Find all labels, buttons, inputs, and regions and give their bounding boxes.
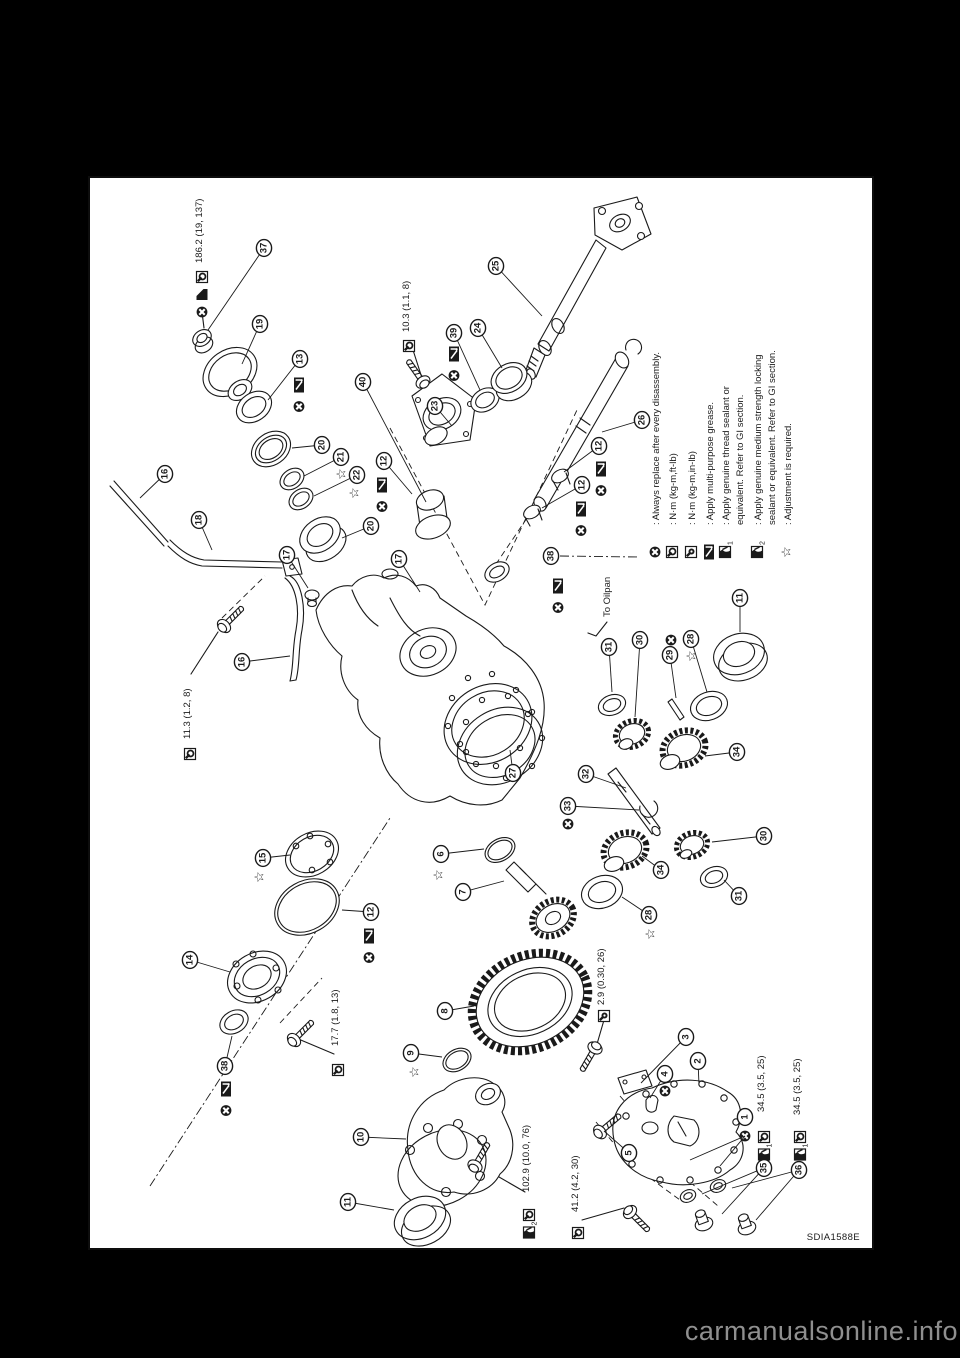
legend-text: : Apply genuine thread sealant or: [721, 386, 732, 525]
sealant-subscript: 1: [727, 541, 735, 545]
callout-20: [342, 518, 379, 538]
sealant-icon: [752, 547, 763, 558]
star-icon: [335, 468, 350, 480]
svg-text:☆: ☆: [407, 1066, 423, 1078]
legend-item: [783, 423, 794, 525]
callout-13: [268, 351, 308, 400]
spec-label: [182, 688, 193, 739]
legend-text: sealant or equivalent. Refer to GI section.: [767, 350, 778, 525]
callout-number: 40: [357, 376, 369, 388]
torque-ftlb-icon: [333, 1065, 344, 1076]
callout-number: 20: [316, 439, 328, 451]
diagram-page: [88, 176, 874, 1250]
svg-text:☆: ☆: [347, 487, 363, 499]
grease-icon: [704, 545, 714, 560]
callout-number: 17: [393, 553, 405, 565]
star-icon: [432, 869, 447, 881]
replace-icon: [660, 1086, 671, 1097]
grease-icon: [294, 378, 304, 393]
callout-number: 32: [580, 768, 592, 780]
callout-number: 9: [405, 1050, 417, 1056]
legend-item: [721, 386, 746, 525]
legend-item: [705, 402, 716, 525]
torque-ftlb-icon: [795, 1132, 806, 1143]
star-icon: [780, 546, 795, 558]
legend-text: : Adjustment is required.: [783, 423, 794, 525]
spec-label: [194, 199, 205, 263]
callout-18: [191, 512, 212, 550]
callout-number: 8: [439, 1008, 451, 1014]
callout-number: 31: [733, 890, 745, 902]
spec-label: [792, 1058, 803, 1115]
callout-number: 19: [254, 318, 266, 330]
grease-icon: [576, 502, 586, 517]
sealant-icon: [524, 1227, 535, 1238]
spec-label-text: 2.9 (0.30, 26): [596, 948, 607, 1005]
callout-number: 24: [472, 322, 484, 334]
legend-text: : Apply genuine medium strength locking: [753, 354, 764, 525]
figure-id: SDIA1588E: [806, 1232, 860, 1243]
grease-icon: [553, 579, 563, 594]
sealant-subscript: 2: [759, 541, 767, 545]
legend-text: : Apply multi-purpose grease.: [705, 401, 716, 525]
callout-number: 31: [603, 641, 615, 653]
callout-number: 29: [664, 649, 676, 661]
callout-number: 28: [643, 909, 655, 921]
legend-item: [668, 453, 679, 525]
spec-label-text: 102.9 (10.0, 76): [521, 1124, 532, 1192]
sealant-subscript: 1: [766, 1143, 774, 1148]
callout-number: 35: [758, 1162, 770, 1174]
callout-number: 20: [365, 520, 377, 532]
callout-number: 12: [365, 906, 377, 918]
callout-7: [455, 881, 504, 900]
torque-ftlb-icon: [197, 272, 208, 283]
sealant-icon: [795, 1149, 806, 1160]
callout-number: 28: [685, 633, 697, 645]
callout-number: 23: [429, 400, 441, 412]
star-icon: [644, 928, 659, 940]
replace-icon: [563, 819, 574, 830]
callout-number: 30: [758, 830, 770, 842]
callout-15: [255, 850, 290, 867]
spec-label-text: 17.7 (1.8, 13): [330, 989, 341, 1046]
replace-icon: [197, 307, 208, 318]
callout-16: [234, 654, 290, 671]
callout-number: 36: [793, 1164, 805, 1176]
callout-number: 39: [448, 327, 460, 339]
torque-ftlb-icon: [524, 1210, 535, 1221]
replace-icon: [364, 952, 375, 963]
callout-number: 6: [435, 851, 447, 857]
spec-label: [521, 1125, 532, 1192]
star-icon: [253, 871, 268, 883]
callout-number: 16: [159, 468, 171, 480]
sealant-dark-icon: [197, 289, 208, 300]
callout-number: 37: [258, 242, 270, 254]
legend-text: : Always replace after every disassembly.: [651, 351, 662, 525]
sealant-icon: [720, 547, 731, 558]
callout-number: 21: [335, 451, 347, 463]
callout-34: [705, 744, 745, 761]
callout-number: 1: [739, 1114, 751, 1120]
replace-icon: [553, 602, 564, 613]
callout-number: 11: [342, 1196, 354, 1208]
grease-icon: [364, 929, 374, 944]
callout-20: [292, 437, 330, 454]
replace-icon: [221, 1105, 232, 1116]
sealant-subscript: 1: [802, 1143, 810, 1148]
sealant-subscript: 2: [531, 1221, 539, 1226]
legend-text: : N·m (kg-m,ft-lb): [668, 453, 679, 525]
grease-icon: [377, 478, 387, 493]
callout-24: [470, 320, 502, 368]
callout-number: 14: [184, 954, 196, 966]
grease-icon: [449, 347, 459, 362]
torque-inlb-icon: [686, 547, 697, 558]
spec-label: [330, 989, 341, 1046]
callout-number: 4: [659, 1071, 671, 1077]
exploded-view-diagram: [90, 178, 872, 1248]
legend-item: [651, 352, 662, 525]
callout-30: [712, 828, 772, 845]
svg-text:☆: ☆: [431, 869, 447, 881]
callout-number: 13: [294, 353, 306, 365]
callout-number: 25: [490, 260, 502, 272]
replace-icon: [666, 635, 677, 646]
callout-number: 3: [680, 1034, 692, 1040]
star-icon: [408, 1066, 423, 1078]
callout-16: [140, 466, 173, 498]
callout-number: 2: [692, 1058, 704, 1064]
callout-number: 38: [219, 1060, 231, 1072]
replace-icon: [449, 370, 460, 381]
callout-number: 5: [623, 1150, 635, 1156]
replace-icon: [596, 485, 607, 496]
callout-number: 30: [634, 634, 646, 646]
callout-12: [342, 904, 379, 921]
callout-number: 12: [593, 440, 605, 452]
callout-28: [622, 897, 657, 923]
callout-38: [217, 1036, 232, 1074]
torque-ftlb-icon: [759, 1132, 770, 1143]
legend-item: [753, 350, 778, 525]
spec-label: [596, 948, 607, 1005]
spec-label-text: 10.3 (1.1, 8): [401, 280, 412, 332]
torque-ftlb-icon: [404, 341, 415, 352]
svg-text:☆: ☆: [684, 650, 700, 662]
grease-icon: [221, 1082, 231, 1097]
legend-item: [687, 451, 698, 525]
spec-label: [570, 1155, 581, 1212]
callout-25: [488, 258, 542, 316]
svg-text:☆: ☆: [643, 928, 659, 940]
callout-number: 10: [355, 1131, 367, 1143]
spec-label-text: 186.2 (19, 137): [194, 198, 205, 263]
replace-icon: [377, 501, 388, 512]
watermark: carmanualsonline.info: [684, 1316, 958, 1346]
spec-label-text: 34.5 (3.5, 25): [756, 1055, 767, 1112]
callout-10: [353, 1129, 406, 1146]
callout-number: 12: [576, 479, 588, 491]
differential-case: [384, 1078, 512, 1248]
callout-11: [340, 1194, 394, 1211]
callout-number: 38: [545, 550, 557, 562]
sealant-icon: [759, 1149, 770, 1160]
torque-inlb-icon: [599, 1011, 610, 1022]
callout-number: 18: [193, 514, 205, 526]
spec-label: [401, 281, 412, 332]
callout-38: [543, 548, 558, 565]
torque-ftlb-icon: [667, 547, 678, 558]
spec-label: [756, 1055, 767, 1112]
callout-9: [403, 1045, 442, 1062]
callout-number: 34: [731, 746, 743, 758]
callout-number: 16: [236, 656, 248, 668]
torque-ftlb-icon: [185, 749, 196, 760]
side-gears-and-pinion-mates: [577, 626, 773, 914]
callout-number: 7: [457, 889, 469, 895]
callout-number: 26: [636, 414, 648, 426]
svg-text:☆: ☆: [779, 546, 795, 558]
callout-11: [732, 590, 747, 632]
replace-icon: [576, 525, 587, 536]
svg-text:☆: ☆: [334, 468, 350, 480]
legend-text: : N·m (kg-m,in-lb): [687, 451, 698, 525]
callout-34: [642, 856, 669, 878]
callout-6: [433, 846, 484, 863]
callout-number: 33: [562, 800, 574, 812]
callout-number: 17: [281, 549, 293, 561]
callout-number: 12: [378, 455, 390, 467]
callout-number: 34: [655, 864, 667, 876]
spec-label-text: To Oilpan: [602, 576, 613, 617]
callout-29: [662, 647, 677, 698]
callout-number: 15: [257, 852, 269, 864]
pinion-and-ring-gear: [439, 832, 604, 1076]
callout-number: 11: [734, 592, 746, 604]
callout-14: [182, 952, 230, 972]
legend-text: equivalent. Refer to GI section.: [735, 394, 746, 525]
axle-shaft: [525, 197, 651, 381]
spec-label-text: 41.2 (4.2, 30): [570, 1155, 581, 1212]
callout-number: 27: [507, 767, 519, 779]
spec-label-text: 34.5 (3.5, 25): [792, 1058, 803, 1115]
spec-label-text: 11.3 (1.2, 8): [182, 688, 193, 739]
callout-31: [724, 880, 747, 904]
callout-number: 22: [351, 469, 363, 481]
svg-text:☆: ☆: [252, 871, 268, 883]
replace-icon: [294, 401, 305, 412]
grease-icon: [596, 462, 606, 477]
torque-ftlb-icon: [573, 1228, 584, 1239]
callout-30: [632, 632, 647, 717]
callout-26: [602, 412, 650, 432]
callout-31: [601, 639, 616, 692]
star-icon: [348, 487, 363, 499]
spec-label: [602, 577, 613, 617]
replace-icon: [650, 547, 661, 558]
